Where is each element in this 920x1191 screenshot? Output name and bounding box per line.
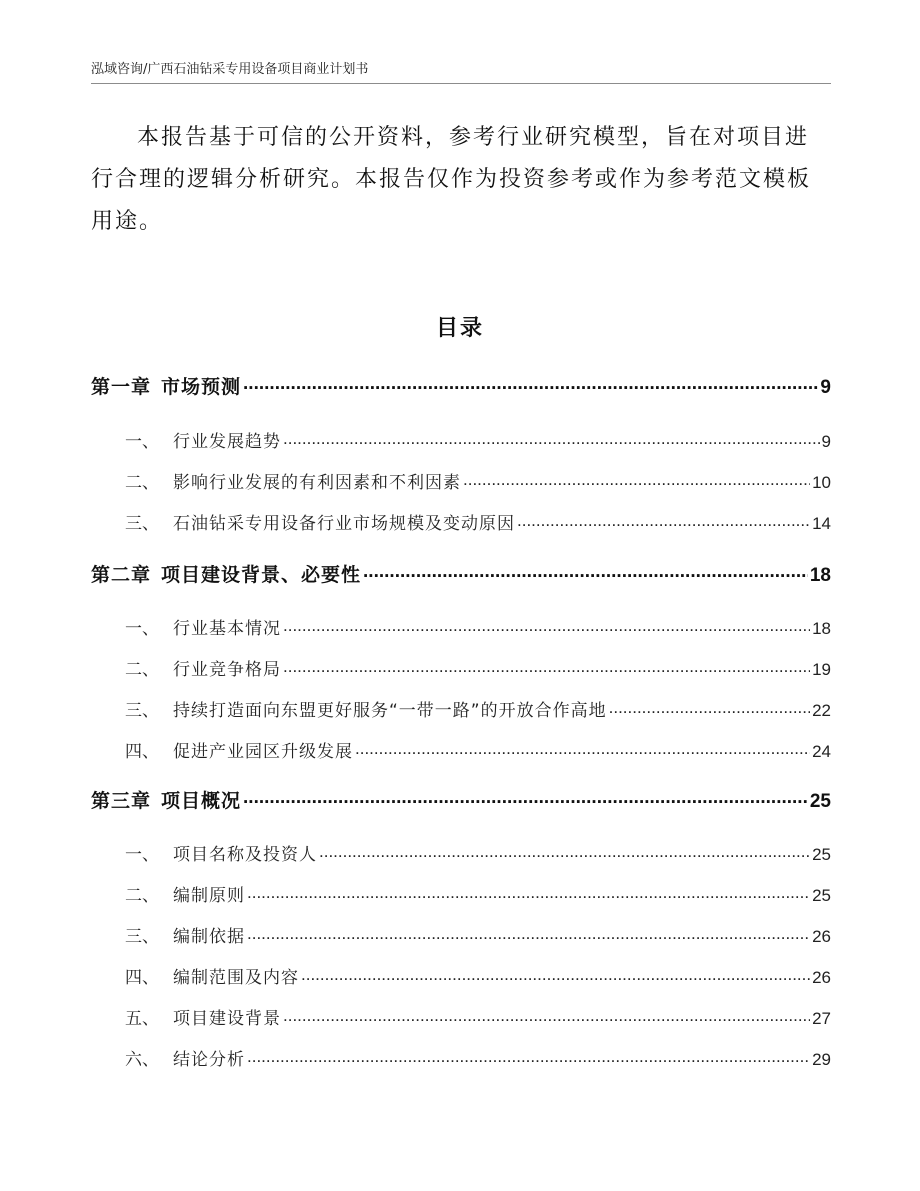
dot-leader [247, 884, 810, 901]
toc-entry-label: 一、 [125, 845, 159, 865]
dot-leader [609, 699, 810, 716]
toc-entry-title: 项目建设背景 [173, 1009, 281, 1029]
toc-page-number: 25 [809, 791, 831, 812]
toc-chapter-2[interactable] [91, 560, 831, 587]
toc-entry-label: 一、 [125, 619, 159, 639]
toc-entry-label: 六、 [125, 1050, 159, 1070]
dot-leader [463, 471, 810, 488]
dot-leader [283, 1007, 810, 1024]
toc-entry-label: 一、 [125, 432, 159, 452]
toc-entry-title: 项目建设背景、必要性 [161, 564, 362, 586]
dot-leader [243, 788, 808, 807]
dot-leader [355, 740, 810, 757]
dot-leader [247, 925, 810, 942]
toc-section-3-5[interactable] [91, 1004, 831, 1029]
toc-section-3-6[interactable] [91, 1045, 831, 1070]
toc-entry-label: 四、 [125, 968, 159, 988]
toc-page-number: 25 [812, 886, 831, 905]
dot-leader [283, 430, 820, 447]
toc-page-number: 14 [812, 514, 831, 533]
toc-entry-title: 石油钻采专用设备行业市场规模及变动原因 [173, 514, 515, 534]
toc-entry-label: 二、 [125, 660, 159, 680]
toc-entry-label: 三、 [125, 701, 159, 721]
toc-chapter-3[interactable] [91, 786, 831, 813]
toc-page-number: 26 [812, 968, 831, 987]
toc-page-number: 9 [821, 432, 831, 451]
toc-entry-title: 持续打造面向东盟更好服务“一带一路”的开放合作高地 [173, 701, 607, 721]
toc-section-3-1[interactable] [91, 840, 831, 865]
toc-section-2-3[interactable] [91, 696, 831, 721]
toc-entry-title: 项目概况 [161, 790, 242, 812]
toc-entry-label: 二、 [125, 473, 159, 493]
dot-leader [283, 658, 810, 675]
toc-page-number: 9 [820, 377, 831, 398]
dot-leader [301, 966, 810, 983]
toc-entry-title: 行业基本情况 [173, 619, 281, 639]
toc-entry-label: 五、 [125, 1009, 159, 1029]
toc-entry-title: 编制依据 [173, 927, 245, 947]
toc-page-number: 22 [812, 701, 831, 720]
toc-page-number: 19 [812, 660, 831, 679]
running-header: 泓域咨询/广西石油钻采专用设备项目商业计划书 [91, 61, 831, 84]
dot-leader [247, 1048, 810, 1065]
toc-section-3-3[interactable] [91, 922, 831, 947]
toc-section-1-1[interactable] [91, 427, 831, 452]
toc-title: 目录 [435, 316, 484, 341]
toc-entry-label: 四、 [125, 742, 159, 762]
toc-section-1-3[interactable] [91, 509, 831, 534]
dot-leader [243, 374, 818, 393]
dot-leader [319, 843, 810, 860]
toc-entry-label: 第二章 [91, 564, 152, 586]
dot-leader [363, 562, 808, 581]
toc-page-number: 26 [812, 927, 831, 946]
toc-page-number: 29 [812, 1050, 831, 1069]
toc-page-number: 18 [812, 619, 831, 638]
toc-section-3-4[interactable] [91, 963, 831, 988]
toc-entry-title: 行业发展趋势 [173, 432, 281, 452]
toc-entry-title: 市场预测 [161, 376, 242, 398]
toc-page-number: 18 [809, 565, 831, 586]
toc-entry-title: 影响行业发展的有利因素和不利因素 [173, 473, 461, 493]
toc-section-2-2[interactable] [91, 655, 831, 680]
toc-chapter-1[interactable] [91, 372, 831, 399]
toc-entry-title: 编制原则 [173, 886, 245, 906]
toc-entry-label: 二、 [125, 886, 159, 906]
toc-entry-label: 三、 [125, 514, 159, 534]
toc-section-2-1[interactable] [91, 614, 831, 639]
toc-entry-title: 项目名称及投资人 [173, 845, 317, 865]
toc-entry-label: 第一章 [91, 376, 152, 398]
toc-entry-title: 促进产业园区升级发展 [173, 742, 353, 762]
dot-leader [517, 512, 810, 529]
toc-page-number: 25 [812, 845, 831, 864]
toc-entry-title: 行业竞争格局 [173, 660, 281, 680]
toc-page-number: 24 [812, 742, 831, 761]
toc-entry-label: 三、 [125, 927, 159, 947]
toc-section-2-4[interactable] [91, 737, 831, 762]
toc-section-3-2[interactable] [91, 881, 831, 906]
toc-page-number: 27 [812, 1009, 831, 1028]
toc-section-1-2[interactable] [91, 468, 831, 493]
toc-entry-label: 第三章 [91, 790, 152, 812]
toc-entry-title: 结论分析 [173, 1050, 245, 1070]
intro-paragraph: 本报告基于可信的公开资料，参考行业研究模型，旨在对项目进行合理的逻辑分析研究。本报告仅作为投资参考或作为参考范文模板用途。 [91, 125, 812, 234]
dot-leader [283, 617, 810, 634]
toc-page-number: 10 [812, 473, 831, 492]
toc-entry-title: 编制范围及内容 [173, 968, 299, 988]
